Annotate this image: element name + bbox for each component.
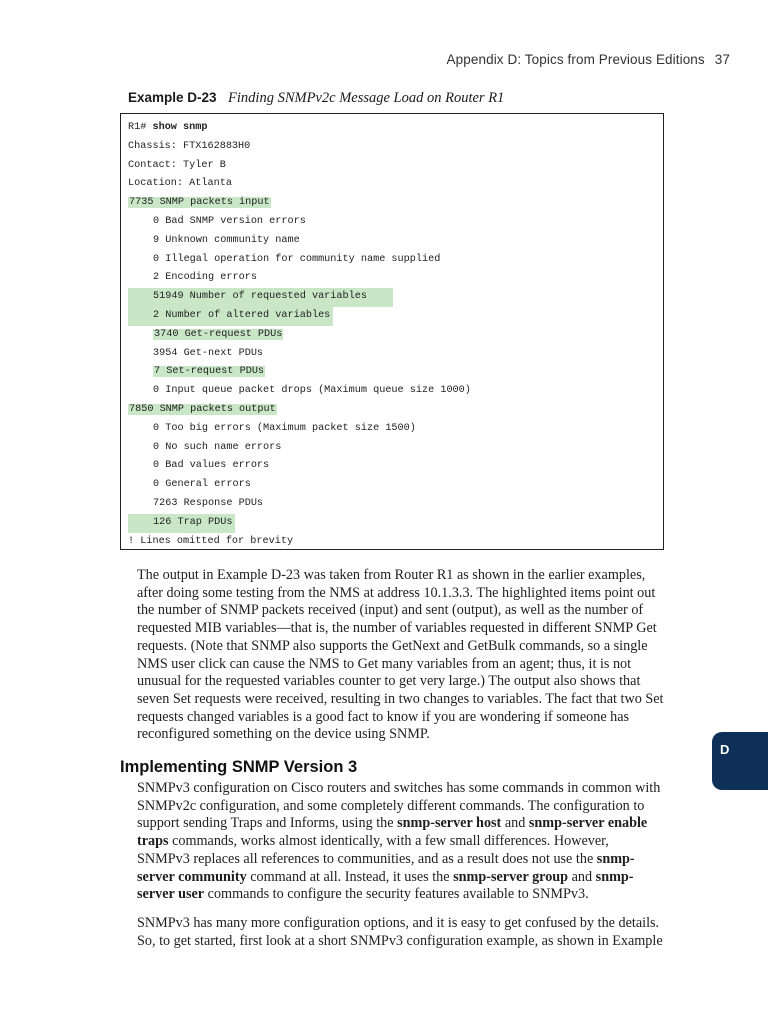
code-prompt: R1#	[128, 122, 153, 133]
code-line-highlighted	[128, 363, 663, 382]
text-run: and	[501, 815, 529, 832]
body-paragraph	[137, 780, 665, 904]
body-paragraph: SNMPv3 has many more configuration options, and it is easy to get confused by the details. So, to get started, first look at a short SNMPv3 configuration example, as shown in Example	[137, 915, 663, 949]
code-line: Contact: Tyler B	[128, 159, 226, 171]
code-line: 0 Illegal operation for community name supplied	[153, 253, 441, 265]
code-line: Location: Atlanta	[128, 178, 232, 190]
example-caption	[128, 90, 504, 107]
text-run: commands to configure the security features available to SNMPv3.	[204, 886, 589, 903]
text-run: SNMPv3 configuration on Cisco routers and switches has some commands in common with SNMPv2c configuration, and some completely different commands. The configuration to support sending Traps and Informs, using the	[137, 780, 661, 832]
code-line: 9 Unknown community name	[153, 234, 300, 246]
code-command: show snmp	[152, 122, 208, 133]
example-title: Finding SNMPv2c Message Load on Router R1	[228, 90, 505, 106]
code-line: 0 No such name errors	[153, 441, 282, 453]
page-number: 37	[714, 52, 730, 67]
code-line-highlighted	[128, 194, 663, 213]
code-line-highlighted	[128, 326, 663, 345]
body-paragraph: The output in Example D-23 was taken from Router R1 as shown in the earlier examples, after doing some testing from the NMS at address 10.1.3.3. The highlighted items point out the number of SNMP packets received (input) and sent (output), as well as the number of requested MIB variables—that is, the number of variables requested in different SNMP Get requests. (Note that SNMP also supports the GetNext and GetBulk commands, so a single NMS user click can cause the NMS to Get many variables from an agent; thus, it is not unusual for the requested variables counter to get very large.) The output also shows that seven Set requests were received, resulting in two changes to variables. The fact that two Set requests changed variables is a good fact to know if you are wondering if someone has reconfigured something on the device using SNMP.	[137, 567, 664, 743]
command-text: snmp-server group	[453, 868, 569, 885]
code-line-highlighted	[128, 288, 663, 307]
code-line: 0 Bad SNMP version errors	[153, 215, 306, 227]
code-line-command	[128, 119, 663, 138]
command-text: snmp-server host	[397, 815, 502, 832]
code-line: 3954 Get-next PDUs	[153, 347, 264, 359]
code-line: 2 Encoding errors	[153, 272, 257, 284]
highlighted-text: 7735 SNMP packets input	[129, 197, 270, 209]
code-line: 7263 Response PDUs	[153, 497, 264, 509]
highlighted-text: 7 Set-request PDUs	[154, 366, 265, 378]
code-listing	[120, 113, 664, 550]
code-line: 0 Too big errors (Maximum packet size 1500)	[153, 422, 416, 434]
code-line: 0 Input queue packet drops (Maximum queue size 1000)	[153, 385, 471, 397]
thumb-tab-letter: D	[720, 742, 730, 757]
text-run: commands, works almost identically, with a few small differences. However, SNMPv3 replaces all references to communities, and as a result does not use the	[137, 833, 609, 867]
highlighted-text: 126 Trap PDUs	[128, 514, 235, 533]
highlighted-text: 51949 Number of requested variables	[128, 288, 393, 307]
appendix-thumb-tab	[712, 732, 768, 790]
code-line-highlighted	[128, 307, 663, 326]
command-text: snmp-server enable traps	[137, 815, 648, 850]
running-head-title: Appendix D: Topics from Previous Editions	[446, 52, 705, 67]
text-run: and	[568, 868, 596, 885]
command-text: snmp-server user	[137, 868, 634, 903]
code-line-comment: ! Lines omitted for brevity	[128, 535, 294, 547]
example-label: Example D-23	[128, 90, 217, 105]
highlighted-text: 2 Number of altered variables	[128, 307, 333, 326]
code-line: 0 General errors	[153, 479, 251, 491]
code-line-highlighted	[128, 401, 663, 420]
running-head	[447, 52, 730, 67]
code-line-highlighted	[128, 514, 663, 533]
code-line: 0 Bad values errors	[153, 460, 270, 472]
code-line: Chassis: FTX162883H0	[128, 140, 251, 152]
text-run: command at all. Instead, it uses the	[246, 868, 454, 885]
highlighted-text: 7850 SNMP packets output	[129, 403, 276, 415]
command-text: snmp-server community	[137, 850, 635, 885]
highlighted-text: 3740 Get-request PDUs	[154, 328, 283, 340]
section-heading: Implementing SNMP Version 3	[120, 758, 358, 776]
